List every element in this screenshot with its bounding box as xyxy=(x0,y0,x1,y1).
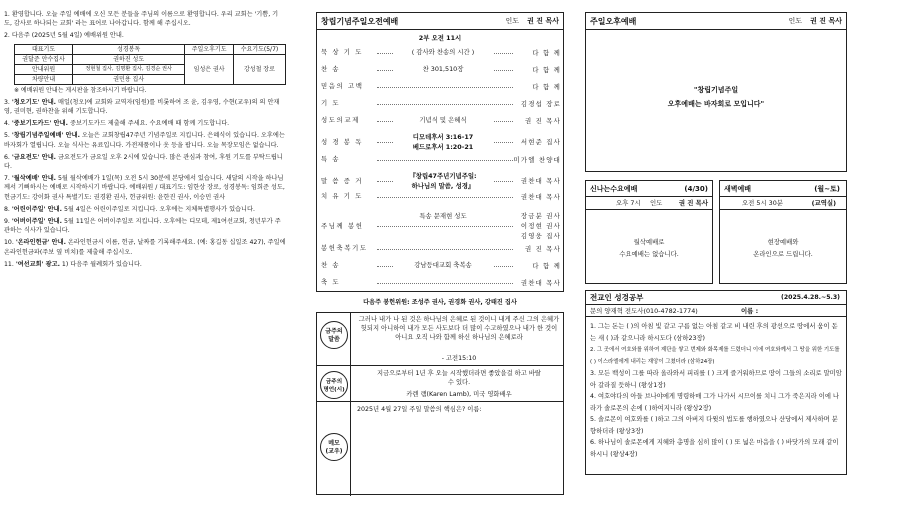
table-cell: 성경봉독 xyxy=(73,44,185,54)
order-row xyxy=(319,171,563,191)
quote-author: 카렌 램(Karen Lamb), 미국 영화배우 xyxy=(406,391,512,398)
order-row xyxy=(319,191,563,202)
service-header xyxy=(317,13,563,30)
order-item-label: 찬 송 xyxy=(321,65,341,73)
wed-leader-label: 인도 xyxy=(650,199,663,207)
order-item-content: 『창립47주년기념주일: 하나님의 말씀, 성경』 xyxy=(393,171,493,191)
pm-title: 주일오후예배 xyxy=(590,17,637,26)
dot-leader xyxy=(377,249,513,250)
order-row xyxy=(319,132,563,152)
wed-info xyxy=(586,197,712,210)
verse-label: 금주의 말씀 xyxy=(320,321,348,349)
order-item-content: 강남등대교회 축복송 xyxy=(393,260,493,271)
order-item-person: 권찬대 목사 xyxy=(520,278,561,287)
service-time: 2부 오전 11시 xyxy=(418,34,462,42)
study-question: 3. 모든 백성이 그를 따라 올라와서 피리를 ( ) 크게 즐거워하므로 땅이 그들의 소리로 말미암아 갈라질 듯하니 (왕상1장) xyxy=(590,370,842,389)
quote-text: 지금으로부터 1년 후 오늘 시작했더라면 좋았을걸 하고 바랄 수 있다. xyxy=(377,370,542,386)
offering-committee: 다음주 봉헌위원: 조성주 권사, 권경화 권사, 강태진 집사 xyxy=(363,299,517,306)
order-row xyxy=(319,260,563,271)
dawn-message-2: 온라인으로 드립니다. xyxy=(753,250,813,258)
wed-time: 오후 7시 xyxy=(616,199,641,207)
order-of-worship-box xyxy=(316,12,564,292)
verse-text: 그러나 내가 나 된 것은 하나님의 은혜로 된 것이니 내게 주신 그의 은혜가 헛되지 아니하여 내가 모든 사도보다 더 많이 수고하였으나 내가 한 것이 아니요 오직 나와 함께 하신 하나님의 은혜로라 xyxy=(358,316,560,341)
order-row xyxy=(319,47,563,58)
announcement-item: 8. '어린이주일' 안내. 5월 4일은 어린이주일로 지킵니다. 오후에는 지체특별행사가 있습니다. xyxy=(4,205,255,213)
table-cell: 차량안내 xyxy=(15,74,73,84)
order-item-person: 다 함 께 xyxy=(532,82,561,91)
announcement-item: 1. 환영합니다. 오늘 주일 예배에 오신 모든 분들을 주님의 이름으로 환영합니다. 우리 교회는 '기쁨, 기도, 감사로 하나되는 교회' 라는 표어로 나아갑니다. 함께 해 주십시오. xyxy=(4,11,279,28)
order-item-label: 믿음의 고백 xyxy=(321,82,364,90)
study-contact: 문의 양재혁 전도사(010-4782-1774) xyxy=(590,307,698,315)
order-item-person: 다 함 께 xyxy=(532,65,561,74)
table-cell: 안내위원 xyxy=(15,64,73,74)
divider xyxy=(317,365,563,366)
wed-message-2: 수요예배는 없습니다. xyxy=(619,250,679,258)
order-item-person: 권 진 목사 xyxy=(525,116,561,125)
order-item-person: 장금분 권사 이정현 권사 김영웅 집사 xyxy=(520,212,561,240)
announcement-item: 7. '월삭예배' 안내. 5월 월삭예배가 1일(목) 오전 5시 30분에 본당에서 있습니다. 새달의 시작을 하나님께서 기뻐하시는 예배로 시작하시기 바랍니다. 예배위원 / 대표기도: 임한상 장로, 성경봉독: 임희준 성도, 헌금기도: 강이화 권사 특별기도: 권경환 권사, 헌금위원: 윤한진 권사, 이승민 권사 xyxy=(4,175,285,201)
order-item-label: 찬 송 xyxy=(321,261,341,269)
dawn-header xyxy=(720,181,846,197)
study-name-label: 이름 : xyxy=(741,307,759,315)
order-item-label: 성 경 봉 독 xyxy=(321,137,363,146)
order-row xyxy=(319,211,563,241)
table-cell: 권달준 안수집사 xyxy=(15,54,73,64)
order-item-label: 성도의교제 xyxy=(321,116,360,124)
order-item-label: 특 송 xyxy=(321,155,341,163)
order-row xyxy=(319,243,563,254)
table-cell: 권민용 집사 xyxy=(73,74,185,84)
dawn-title: 새벽예배 xyxy=(724,185,752,193)
divider xyxy=(317,401,563,402)
other-services-column xyxy=(585,0,847,506)
order-item-person: 다 함 께 xyxy=(532,261,561,270)
quote-label: 금주의 명언(시) xyxy=(320,371,348,399)
service-title: 창립기념주일오전예배 xyxy=(321,17,399,26)
order-item-person: 권찬대 목사 xyxy=(520,192,561,201)
wednesday-service-box xyxy=(585,180,713,284)
wed-header xyxy=(586,181,712,197)
order-row xyxy=(319,154,563,165)
order-item-label: 치 유 기 도 xyxy=(321,192,363,200)
order-row xyxy=(319,277,563,288)
wed-date: (4/30) xyxy=(684,185,708,193)
study-range: (2025.4.28.~5.3) xyxy=(781,294,840,301)
morning-service-column xyxy=(316,0,564,506)
wed-leader: 권 진 목사 xyxy=(678,199,708,207)
order-item-person: 권 진 목사 xyxy=(525,244,561,253)
memo-prompt: 2025년 4월 27일 주일 말씀의 핵심은? 이름: xyxy=(357,406,482,413)
order-row xyxy=(319,115,563,126)
announcement-item: 3. '청오기도' 안내. 매일(청오)에 교회와 교역자(임원)를 비롯하여 조 윤, 김우영, 수현(교우)의 의 안재영, 권미현, 권하찬을 위해 기도합니다. xyxy=(4,98,280,116)
order-row xyxy=(319,98,563,109)
study-contact-row xyxy=(586,305,846,317)
pm-leader: 인도 권 진 목사 xyxy=(788,17,842,25)
study-header xyxy=(586,291,846,305)
table-cell: 주일오후기도 xyxy=(185,44,234,54)
table-cell: 정현철 집사, 김명환 집사, 김경순 권사 xyxy=(73,64,185,74)
dot-leader xyxy=(377,160,513,161)
verse-ref: - 고전15:10 xyxy=(441,355,477,362)
bible-study-box xyxy=(585,290,847,475)
dawn-message-1: 현장예배와 xyxy=(767,238,799,246)
dot-leader xyxy=(377,197,513,198)
memo-label: 메모 (교우) xyxy=(320,433,348,461)
study-question: 4. 여호야다의 아들 브나야에게 명령하매 그가 나가서 시므이를 치니 그가 죽은지라 이에 나라가 솔로몬의 손에 ( )하여지니라 (왕상2장) xyxy=(590,393,840,412)
announcement-list-2 xyxy=(4,98,286,269)
table-cell: 수요기도(5/7) xyxy=(233,44,285,54)
dawn-days: (월~토) xyxy=(814,185,840,193)
wed-title: 신나는수요예배 xyxy=(590,185,638,193)
announcements-column xyxy=(0,0,292,506)
dot-leader xyxy=(377,226,513,227)
table-cell: 권하진 성도 xyxy=(73,54,185,64)
order-item-label: 기 도 xyxy=(321,99,341,107)
table-cell: 강성철 장로 xyxy=(233,54,285,84)
announcement-item: 11. '여선교회' 광고. 1) 다음주 월례회가 있습니다. xyxy=(4,260,142,268)
order-item-person: 김경섭 장로 xyxy=(520,99,561,108)
announcement-item: 10. '온라인헌금' 안내. 온라인헌금시 이름, 헌금, 날짜를 기록해주세요. (예: 홍길동 십일조 427), 주일에 온라인헌금파(주보 옆 비치)를 제출해 주십시오. xyxy=(4,239,286,256)
study-question: 1. 그는 돈는 ( )의 아침 빛 같고 구름 없는 아침 같고 비 내린 후의 광선으로 땅에서 움이 돋는 새 ( )과 같으니라 하시도다 (삼하23장) xyxy=(590,323,838,342)
announcement-item: 2. 다음주 (2025년 5월 4일) 예배위원 안내. xyxy=(4,32,124,40)
order-item-person: 다 함 께 xyxy=(532,48,561,57)
dawn-service-box xyxy=(719,180,847,284)
order-item-label: 축 도 xyxy=(321,278,341,286)
order-item-label: 묵 상 기 도 xyxy=(321,48,363,56)
announcement-item: 6. '금요전도' 안내. 금요전도가 금요일 오후 2시에 있습니다. 많은 관심과 참여, 후원 기도를 부탁드립니다. xyxy=(4,153,283,171)
study-question: 6. 하나님이 솔로몬에게 지혜와 총명을 심히 많이 ( ) 또 넓은 마음을 ( ) 바닷가의 모래 같이 하시니 (왕상4장) xyxy=(590,439,839,458)
study-title: 전교인 성경공부 xyxy=(590,293,644,302)
announcement-item: 9. '어버이주일' 안내. 5월 11일은 어버이주일로 지킵니다. 오후에는 디모데, 제1여선교회, 청년부가 주관하는 식사가 있습니다. xyxy=(4,218,281,235)
pm-message-1: "창립기념주일 xyxy=(693,86,739,94)
pm-header xyxy=(586,13,846,30)
order-item-content: 기념식 및 은혜식 xyxy=(393,115,493,126)
announcement-item: 5. '창립기념주일예배' 안내. 오늘은 교회창립47주년 기념주일로 지킵니다. 은혜식이 있습니다. 오후에는 바자회가 열립니다. 오늘 식사는 유료입니다. 가전제품이나 옷 등을 팝니다. 오늘 목장모임은 없습니다. xyxy=(4,132,285,149)
order-item-person: 서현준 집사 xyxy=(520,138,561,146)
order-item-label: 봉헌축복기도 xyxy=(321,244,368,252)
word-box xyxy=(316,312,564,495)
dot-leader xyxy=(377,87,513,88)
worship-committee-table xyxy=(14,44,286,85)
order-item-label: 주님께 봉헌 xyxy=(321,221,364,230)
service-leader: 인도 권 진 목사 xyxy=(505,17,559,25)
order-item-label: 말 씀 증 거 xyxy=(321,176,363,185)
announcement-item: 4. '중보기도카드' 안내. 중보기도카드 제출해 주세요. 수요예배 때 함께 기도합니다. xyxy=(4,120,230,128)
announcement-list xyxy=(4,10,286,41)
dot-leader xyxy=(377,104,513,105)
order-item-content: 특송 문재현 성도 xyxy=(393,211,493,221)
order-item-content: 찬 301,510장 xyxy=(393,64,493,75)
dawn-place: (교역실) xyxy=(811,199,836,207)
afternoon-service-box xyxy=(585,12,847,172)
order-row xyxy=(319,64,563,75)
order-item-person: 미가엘 찬양대 xyxy=(513,155,561,164)
pm-message-2: 오후예배는 바자회로 모입니다" xyxy=(667,100,765,108)
dawn-info xyxy=(720,197,846,210)
study-question: 5. 솔로몬이 여호와를 ( )하고 그의 아버지 다윗의 법도를 행하였으나 산당에서 제사하며 분향하더라 (왕상3장) xyxy=(590,416,838,435)
table-cell: 임성은 권사 xyxy=(185,54,234,84)
dot-leader xyxy=(377,283,513,284)
order-item-person: 권찬대 목사 xyxy=(520,177,561,185)
order-item-content: 디모데후서 3:16-17 베드로후서 1:20-21 xyxy=(393,132,493,152)
order-item-content: ( 감사와 찬송의 시간 ) xyxy=(393,47,493,58)
table-cell: 대표기도 xyxy=(15,44,73,54)
order-row xyxy=(319,81,563,92)
dawn-time: 오전 5시 30분 xyxy=(742,199,783,207)
study-question: 2. 그 곳에서 여호와를 위하여 제단을 쌓고 번제와 화목제를 드렸더니 이에 여호와께서 그 땅을 위한 기도를 ( ) 이스라엘에게 내리는 재앙이 그쳤더라 (삼하24장) xyxy=(590,347,840,365)
wed-message-1: 월삭예배로 xyxy=(633,238,665,246)
table-note: ※ 예배위원 안내는 게시판을 참조하시기 바랍니다. xyxy=(14,86,147,94)
